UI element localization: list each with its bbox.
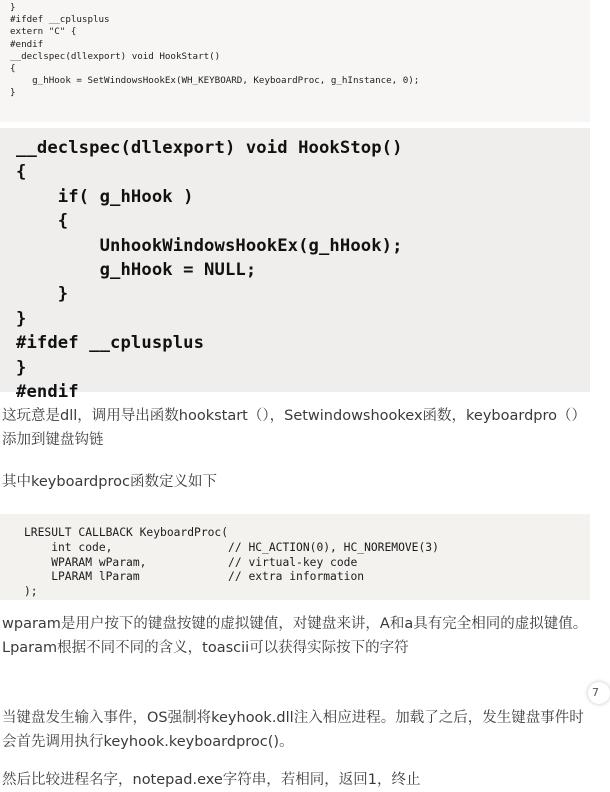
paragraph-keyboardproc-intro: 其中keyboardproc函数定义如下 xyxy=(2,474,217,490)
code-screenshot-hookstop xyxy=(0,128,590,403)
code-screenshot-keyboardproc xyxy=(0,514,590,600)
paragraph-wparam-explanation: wparam是用户按下的键盘按键的虚拟键值，对键盘来讲，A和a具有完全相同的虚拟键值。Lparam根据不同不同的含义，toascii可以获得实际按下的字符 xyxy=(2,616,588,656)
code-screenshot-hookstart xyxy=(0,0,590,122)
paragraph-injection-explanation: 当键盘发生输入事件，OS强制将keyhook.dll注入相应进程。加载了之后，发生键盘事件时会首先调用执行keyhook.keyboardproc()。 xyxy=(2,710,584,750)
paragraph-process-compare: 然后比较进程名字，notepad.exe字符串，若相同，返回1，终止 xyxy=(2,772,421,788)
code-text-hookstop: __declspec(dllexport) void HookStop() { if( g_hHook ) { UnhookWindowsHookEx(g_hHook); g_hHook = NULL; } } #ifdef __cplusplus } #endif xyxy=(16,138,403,403)
code-text-hookstart: } #ifdef __cplusplus extern "C" { #endif __declspec(dllexport) void HookStart() { g_hHook = SetWindowsHookEx(WH_KEYBOARD, KeyboardProc, g_hInstance, 0); } xyxy=(10,2,420,99)
code-text-keyboardproc: LRESULT CALLBACK KeyboardProc( int code, // HC_ACTION(0), HC_NOREMOVE(3) WPARAM wParam, // virtual-key code LPARAM lParam // extra information ); xyxy=(24,526,439,599)
floating-side-button[interactable]: 7 xyxy=(588,682,610,704)
paragraph-dll-description: 这玩意是dll，调用导出函数hookstart（），Setwindowshookex函数，keyboardpro（）添加到键盘钩链 xyxy=(2,408,587,448)
